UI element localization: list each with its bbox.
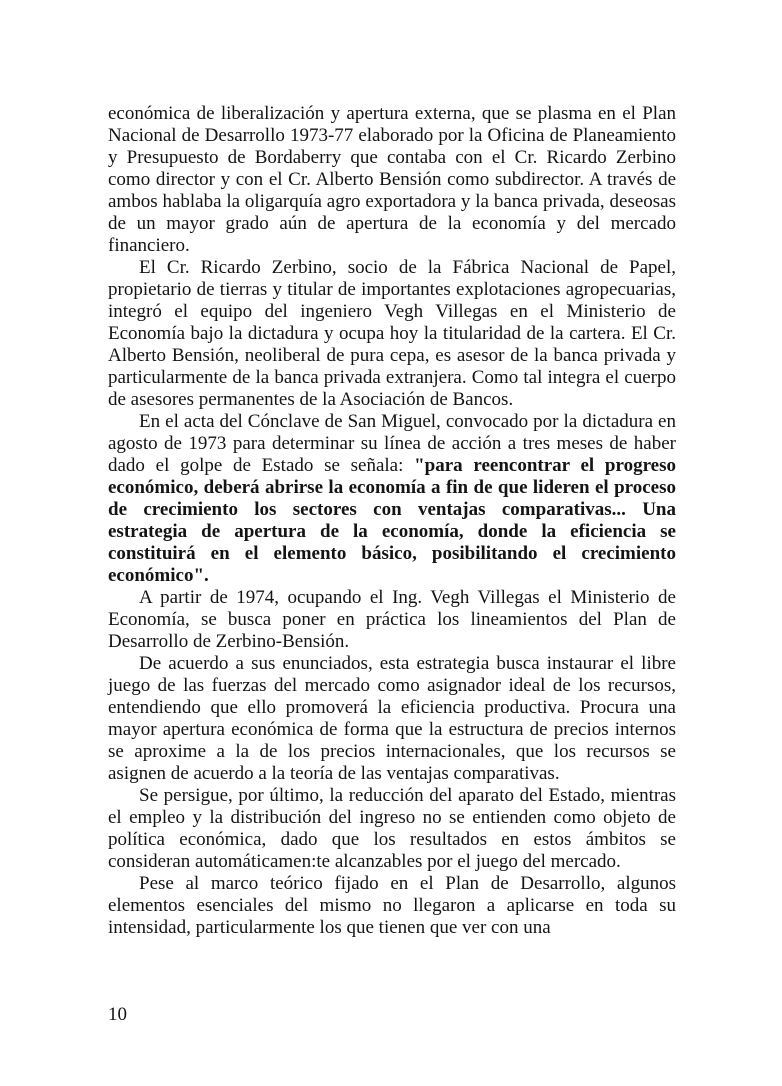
paragraph-6 (108, 785, 676, 873)
paragraph-7 (108, 873, 676, 939)
paragraph-3-text: En el acta del Cónclave de San Miguel, convocado por la dictadura en agosto de 1973 para determinar su línea de acción a tres meses de haber dado el golpe de Estado se señala: (108, 411, 676, 476)
paragraph-5-text: De acuerdo a sus enunciados, esta estrategia busca instaurar el libre juego de las fuerzas del mercado como asignador ideal de los recursos, entendiendo que ello promoverá la eficiencia productiva. Procura una mayor apertura económica de forma que la estructura de precios internos se aproxime a la de los precios internacionales, que los recursos se asignen de acuerdo a la teoría de las ventajas comparativas. (108, 653, 676, 784)
page-number: 10 (108, 1004, 127, 1025)
paragraph-2 (108, 257, 676, 411)
paragraph-6-text: Se persigue, por último, la reducción del aparato del Estado, mientras el empleo y la distribución del ingreso no se entienden como objeto de política económica, dado que los resultados en estos ámbitos se consideran automáticamen:te alcanzables por el juego del mercado. (108, 785, 676, 872)
paragraph-2-text: El Cr. Ricardo Zerbino, socio de la Fábrica Nacional de Papel, propietario de tierras y titular de importantes explotaciones agropecuarias, integró el equipo del ingeniero Vegh Villegas en el Ministerio de Economía bajo la dictadura y ocupa hoy la titularidad de la cartera. El Cr. Alberto Bensión, neoliberal de pura cepa, es asesor de la banca privada y particularmente de la banca privada extranjera. Como tal integra el cuerpo de asesores permanentes de la Asociación de Bancos. (108, 257, 676, 410)
paragraph-3 (108, 411, 676, 587)
paragraph-3-bold-quote: "para reencontrar el progreso económico, deberá abrirse la economía a fin de que lideren el proceso de crecimiento los sectores con ventajas comparativas... Una estrategia de apertura de la economía, donde la eficiencia se constituirá en el elemento básico, posibilitando el crecimiento económico". (108, 455, 676, 586)
paragraph-1-text: económica de liberalización y apertura externa, que se plasma en el Plan Nacional de Desarrollo 1973-77 elaborado por la Oficina de Planeamiento y Presupuesto de Bordaberry que contaba con el Cr. Ricardo Zerbino como director y con el Cr. Alberto Bensión como subdirector. A través de ambos hablaba la oligarquía agro exportadora y la banca privada, deseosas de un mayor grado aún de apertura de la economía y del mercado financiero. (108, 103, 676, 256)
paragraph-4 (108, 587, 676, 653)
paragraph-1 (108, 103, 676, 257)
paragraph-5 (108, 653, 676, 785)
body-text (108, 103, 676, 939)
paragraph-7-text: Pese al marco teórico fijado en el Plan de Desarrollo, algunos elementos esenciales del mismo no llegaron a aplicarse en toda su intensidad, particularmente los que tienen que ver con una (108, 873, 676, 938)
paragraph-4-text: A partir de 1974, ocupando el Ing. Vegh Villegas el Ministerio de Economía, se busca poner en práctica los lineamientos del Plan de Desarrollo de Zerbino-Bensión. (108, 587, 676, 652)
